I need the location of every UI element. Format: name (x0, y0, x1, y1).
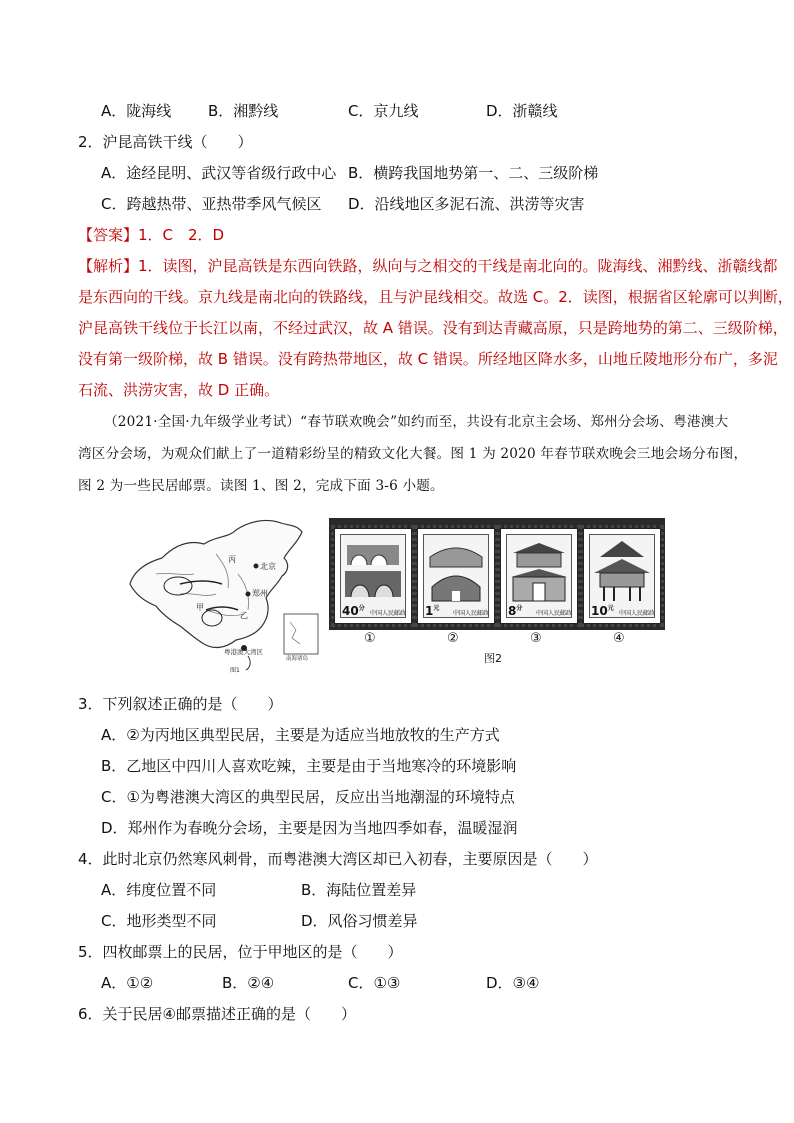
intro-line-2: 湾区分会场，为观众们献上了一道精彩纷呈的精致文化大餐。图 1 为 2020 年春节联欢晚会三地会场分布图， (78, 446, 748, 462)
q5-stem: 5．四枚邮票上的民居，位于甲地区的是（ ） (78, 943, 403, 961)
q4-option-a: A．纬度位置不同 (101, 881, 217, 899)
q5-option-a: A．①② (101, 974, 154, 992)
q1-option-b: B．湘黔线 (208, 102, 279, 120)
stamp-3-post: 中国人民邮政 (535, 610, 572, 617)
stamp-1-value: 40 (342, 604, 359, 618)
q5-option-c: C．①③ (348, 974, 401, 992)
figure2-caption: 图2 (484, 652, 502, 665)
stamp-4-value: 10 (591, 604, 608, 618)
q4-stem: 4．此时北京仍然寒风刺骨，而粤港澳大湾区却已入初春，主要原因是（ ） (78, 850, 598, 868)
q3-option-d: D．郑州作为春晚分会场，主要是因为当地四季如春，温暖湿润 (101, 819, 518, 837)
stamp-4-post: 中国人民邮政 (618, 610, 655, 617)
jia-label: 甲 (196, 603, 204, 612)
q5-option-b: B．②④ (222, 974, 275, 992)
q2-option-c: C．跨越热带、亚热带季风气候区 (101, 195, 322, 213)
intro-line-3: 图 2 为一些民居邮票。读图 1、图 2，完成下面 3-6 小题。 (78, 478, 444, 494)
stamp-4 (583, 528, 661, 624)
analysis-line-4: 没有第一级阶梯，故 B 错误。没有跨热带地区，故 C 错误。所经地区降水多，山地丘陵地形分布广，多泥 (78, 350, 778, 368)
stamp-3-value: 8 (508, 604, 517, 618)
stamp-2-post: 中国人民邮政 (452, 610, 489, 617)
q2-option-a: A．途经昆明、武汉等省级行政中心 (101, 164, 337, 182)
q6-stem: 6．关于民居④邮票描述正确的是（ ） (78, 1005, 356, 1023)
stamp-2-unit: 元 (433, 605, 440, 612)
figure1-caption: 图1 (230, 667, 240, 674)
gba-label: 粤港澳大湾区 (224, 648, 263, 656)
answer-line: 【答案】1．C 2．D (78, 226, 225, 244)
stamp-3-unit: 分 (516, 605, 523, 612)
q1-option-d: D．浙赣线 (486, 102, 558, 120)
stamp-1-post: 中国人民邮政 (369, 610, 406, 617)
yi-label: 乙 (240, 611, 248, 620)
stamp-4-number: ④ (613, 631, 625, 646)
china-map-drawing (120, 514, 330, 674)
q1-option-c: C．京九线 (348, 102, 419, 120)
q3-stem: 3．下列叙述正确的是（ ） (78, 695, 283, 713)
q4-option-c: C．地形类型不同 (101, 912, 217, 930)
stamp-1 (334, 528, 412, 624)
q3-option-c: C．①为粤港澳大湾区的典型民居，反应出当地潮湿的环境特点 (101, 788, 515, 806)
analysis-line-3: 沪昆高铁干线位于长江以南，不经过武汉，故 A 错误。没有到达青藏高原，只是跨地势的第二、三级阶梯， (78, 319, 788, 337)
stamp-1-unit: 分 (358, 605, 365, 612)
q4-option-b: B．海陆位置差异 (301, 881, 417, 899)
bing-label: 丙 (228, 555, 236, 564)
analysis-line-1: 【解析】1．读图，沪昆高铁是东西向铁路，纵向与之相交的干线是南北向的。陇海线、湘黔线、浙赣线都 (78, 257, 778, 275)
q1-option-a: A．陇海线 (101, 102, 172, 120)
q4-option-d: D．风俗习惯差异 (301, 912, 418, 930)
inset-label: 南海诸岛 (286, 656, 309, 662)
q3-option-a: A．②为丙地区典型民居，主要是为适应当地放牧的生产方式 (101, 726, 500, 744)
stamp-4-unit: 元 (607, 605, 614, 612)
figure1-map (120, 514, 330, 674)
stamp-3 (500, 528, 578, 624)
stamp-3-number: ③ (530, 631, 542, 646)
intro-line-1: （2021·全国·九年级学业考试）“春节联欢晚会”如约而至，共设有北京主会场、郑州分会场、粤港澳大 (104, 414, 729, 430)
stamp-2 (417, 528, 495, 624)
q2-option-b: B．横跨我国地势第一、二、三级阶梯 (348, 164, 599, 182)
q2-stem: 2．沪昆高铁干线（ ） (78, 133, 253, 151)
stamp-1-number: ① (364, 631, 376, 646)
stamp-2-number: ② (447, 631, 459, 646)
zhengzhou-label: 郑州 (252, 589, 268, 598)
stamp-2-value: 1 (425, 604, 434, 618)
q3-option-b: B．乙地区中四川人喜欢吃辣，主要是由于当地寒冷的环境影响 (101, 757, 517, 775)
analysis-line-5: 石流、洪涝灾害，故 D 正确。 (78, 381, 280, 399)
analysis-line-2: 是东西向的干线。京九线是南北向的铁路线，且与沪昆线相交。故选 C。2．读图，根据省区轮廓可以判断， (78, 288, 793, 306)
beijing-label: 北京 (260, 562, 276, 571)
q5-option-d: D．③④ (486, 974, 540, 992)
q2-option-d: D．沿线地区多泥石流、洪涝等灾害 (348, 195, 585, 213)
